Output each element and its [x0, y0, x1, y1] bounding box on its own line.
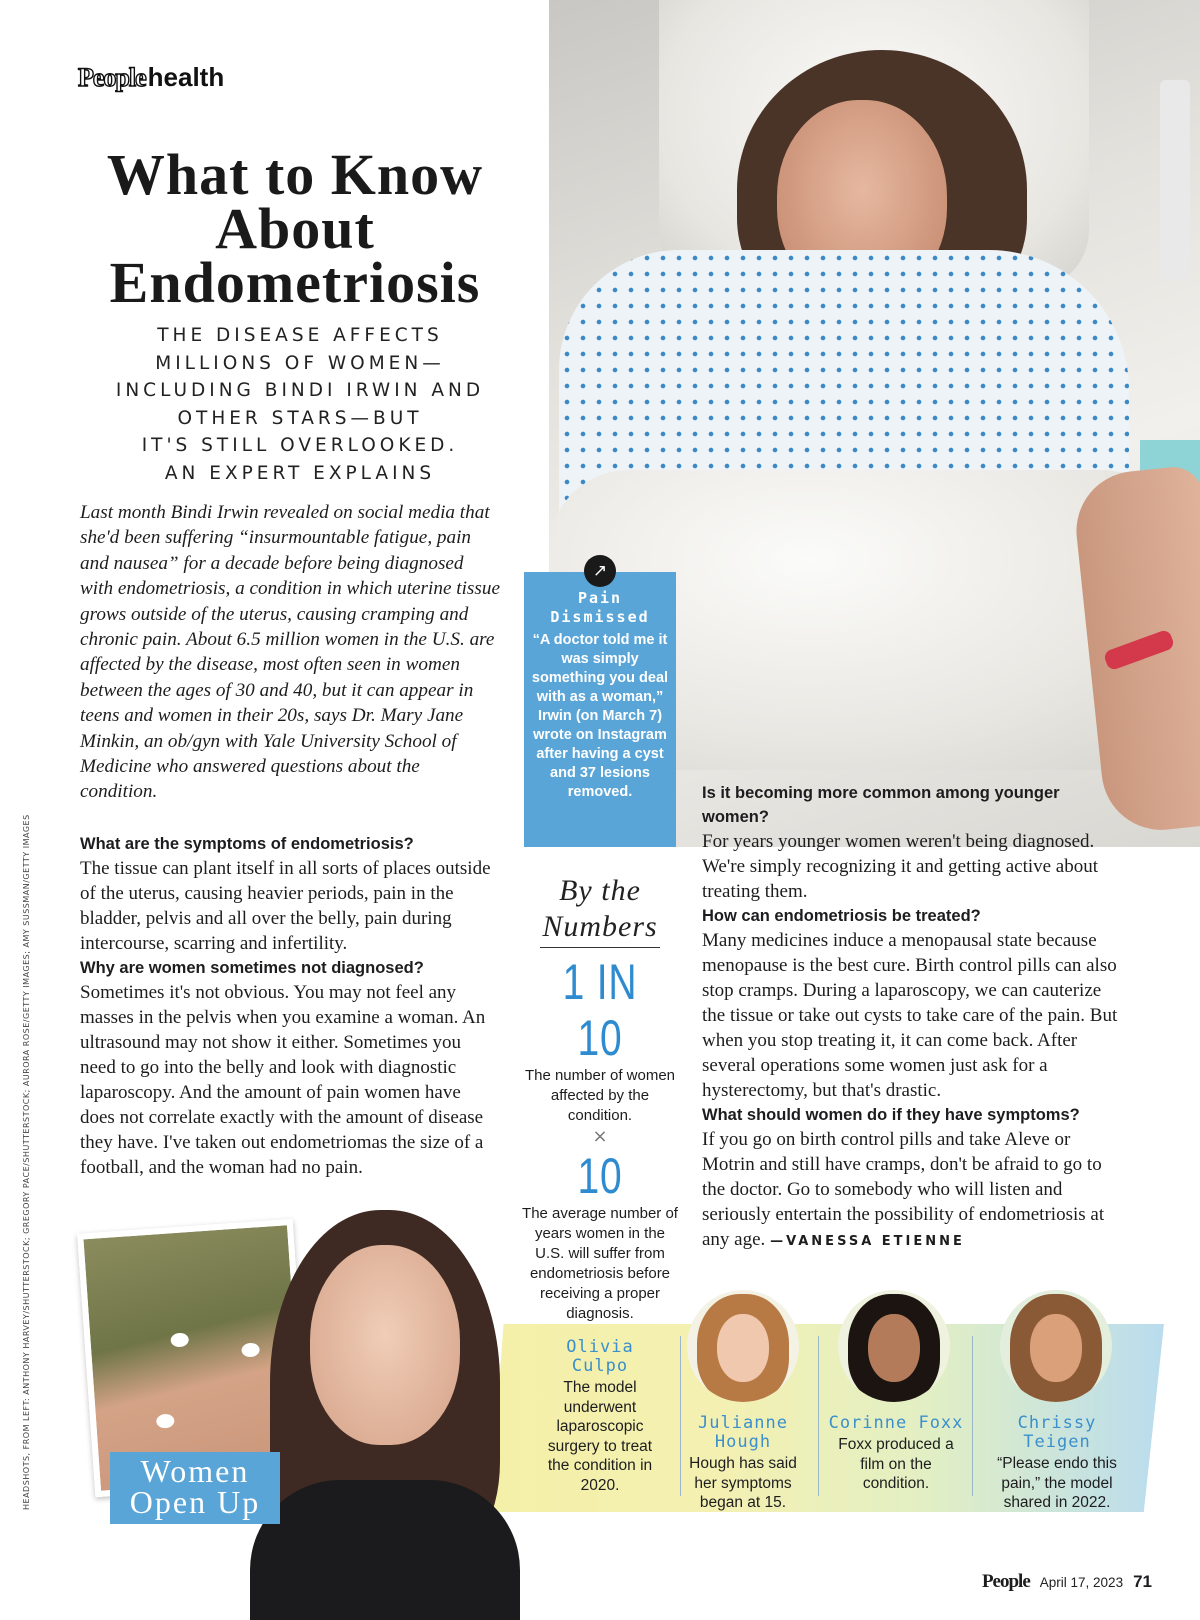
celeb-chrissy-teigen: [982, 1414, 1132, 1513]
answer-text: If you go on birth control pills and take Aleve or Motrin and still have cramps, don't be afraid to go to the doctor. Go to somebody who will listen and seriously entertain the possibility of endometriosis at any age.: [702, 1129, 1105, 1250]
celeb-text: The model underwent laparoscopic surgery to treat the condition in 2020.: [547, 1379, 653, 1494]
stat-text: The average number of years women in the U.S. will suffer from endometriosis before receiving a proper diagnosis.: [522, 1205, 678, 1322]
stat-value: 1 IN 10: [562, 954, 638, 1066]
page-number: 71: [1133, 1572, 1152, 1591]
callout-body: “A doctor told me it was simply something you deal with as a woman,” Irwin (on March 7) wrote on Instagram after having a cyst and 37 lesions removed.: [531, 632, 669, 800]
celeb-name: Olivia Culpo: [566, 1337, 634, 1376]
footer-logo: People: [981, 1571, 1030, 1592]
section-label: health: [147, 62, 225, 92]
numbers-heading: By the Numbers: [542, 874, 658, 943]
celeb-text: “Please endo this pain,” the model shared in 2022.: [997, 1455, 1117, 1511]
times-icon: ×: [592, 1126, 608, 1147]
answer: Many medicines induce a menopausal state because menopause is the best cure. Birth control pills can also stop cramps. During a laparoscopy, we can cauterize the tissue or take out cysts to take care of the pain. But when you stop treating it, it can come back. After several operations some women just ask for a hysterectomy, but that's drastic.: [702, 930, 1118, 1101]
women-open-up-label: Women Open Up: [110, 1452, 280, 1524]
question: What are the symptoms of endometriosis?: [80, 835, 414, 853]
section-header: [78, 62, 224, 93]
byline: —VANESSA ETIENNE: [770, 1234, 965, 1249]
deck-line: MILLIONS OF WOMEN—: [155, 352, 445, 374]
article-title: What to Know About Endometriosis: [106, 142, 484, 315]
deck-line: THE DISEASE AFFECTS: [157, 325, 443, 346]
question: How can endometriosis be treated?: [702, 907, 981, 925]
celeb-name: Corinne Foxx: [828, 1413, 964, 1433]
divider: [972, 1336, 973, 1496]
divider: [818, 1336, 819, 1496]
julianne-hough-headshot: [687, 1290, 799, 1402]
answer: Sometimes it's not obvious. You may not feel any masses in the pelvis when you examine a woman. An ultrasound may not show it either. Sometimes you need to go into the belly and look with diagnostic laparoscopy. And the amount of pain women have does not correlate exactly with the amount of disease they have. I've taken out endometriomas the size of a football, and the woman had no pain.: [80, 982, 486, 1178]
question: Why are women sometimes not diagnosed?: [80, 959, 424, 977]
deck-line: AN EXPERT EXPLAINS: [164, 462, 436, 484]
question: Is it becoming more common among younger women?: [702, 784, 1060, 826]
corinne-foxx-headshot: [838, 1290, 950, 1402]
celeb-text: Hough has said her symptoms began at 15.: [689, 1455, 797, 1511]
celeb-olivia-culpo: [540, 1338, 660, 1495]
question: What should women do if they have symptoms?: [702, 1106, 1080, 1124]
issue-date: April 17, 2023: [1039, 1575, 1124, 1590]
qa-column-right: [702, 781, 1122, 1254]
deck-line: OTHER STARS—BUT: [177, 407, 423, 429]
chrissy-teigen-headshot: [1000, 1290, 1112, 1402]
answer: The tissue can plant itself in all sorts of places outside of the uterus, causing heavier periods, pain in the bladder, pelvis and all over the belly, pain during intercourse, scarring and infertility.: [80, 858, 491, 954]
deck-line: IT'S STILL OVERLOOKED.: [141, 435, 459, 456]
by-the-numbers: [520, 873, 680, 1324]
deck-line: INCLUDING BINDI IRWIN AND: [115, 380, 485, 401]
photo-credit: HEADSHOTS, FROM LEFT: ANTHONY HARVEY/SHUTTERSTOCK; GREGORY PACE/SHUTTERSTOCK; AURORA ROSE/GETTY IMAGES; AMY SUSSMAN/GETTY IMAGES: [22, 814, 31, 1510]
celeb-corinne-foxx: [826, 1414, 966, 1494]
celeb-name: Julianne Hough: [698, 1413, 788, 1452]
intro-paragraph: Last month Bindi Irwin revealed on social media that she'd been suffering “insurmountable fatigue, pain and nausea” for a decade before being diagnosed with endometriosis, a condition in which uterine tissue grows outside of the uterus, causing cramping and chronic pain. About 6.5 million women in the U.S. are affected by the disease, most often seen in women between the ages of 30 and 40, but it can appear in teens and women in their 20s, says Dr. Mary Jane Minkin, an ob/gyn with Yale University School of Medicine who answered questions about the condition.: [80, 502, 500, 803]
qa-column-left: [80, 832, 500, 1180]
arrow-icon: ↗: [584, 555, 616, 587]
celeb-text: Foxx produced a film on the condition.: [838, 1436, 954, 1492]
celeb-julianne-hough: [680, 1414, 806, 1513]
stat-value: 10: [577, 1148, 623, 1204]
page-footer: [982, 1571, 1152, 1593]
answer: [702, 1127, 1122, 1254]
celeb-name: Chrissy Teigen: [1017, 1413, 1097, 1452]
stat-text: The number of women affected by the condition.: [524, 1067, 676, 1124]
callout-heading: Pain Dismissed: [550, 589, 650, 626]
pain-dismissed-callout: [524, 561, 676, 847]
people-logo: People: [78, 63, 146, 92]
article-deck: [70, 322, 530, 487]
answer: For years younger women weren't being diagnosed. We're simply recognizing it and getting active about treating them.: [702, 831, 1099, 902]
olivia-culpo-photo: [250, 1200, 520, 1600]
divider: [540, 947, 660, 948]
